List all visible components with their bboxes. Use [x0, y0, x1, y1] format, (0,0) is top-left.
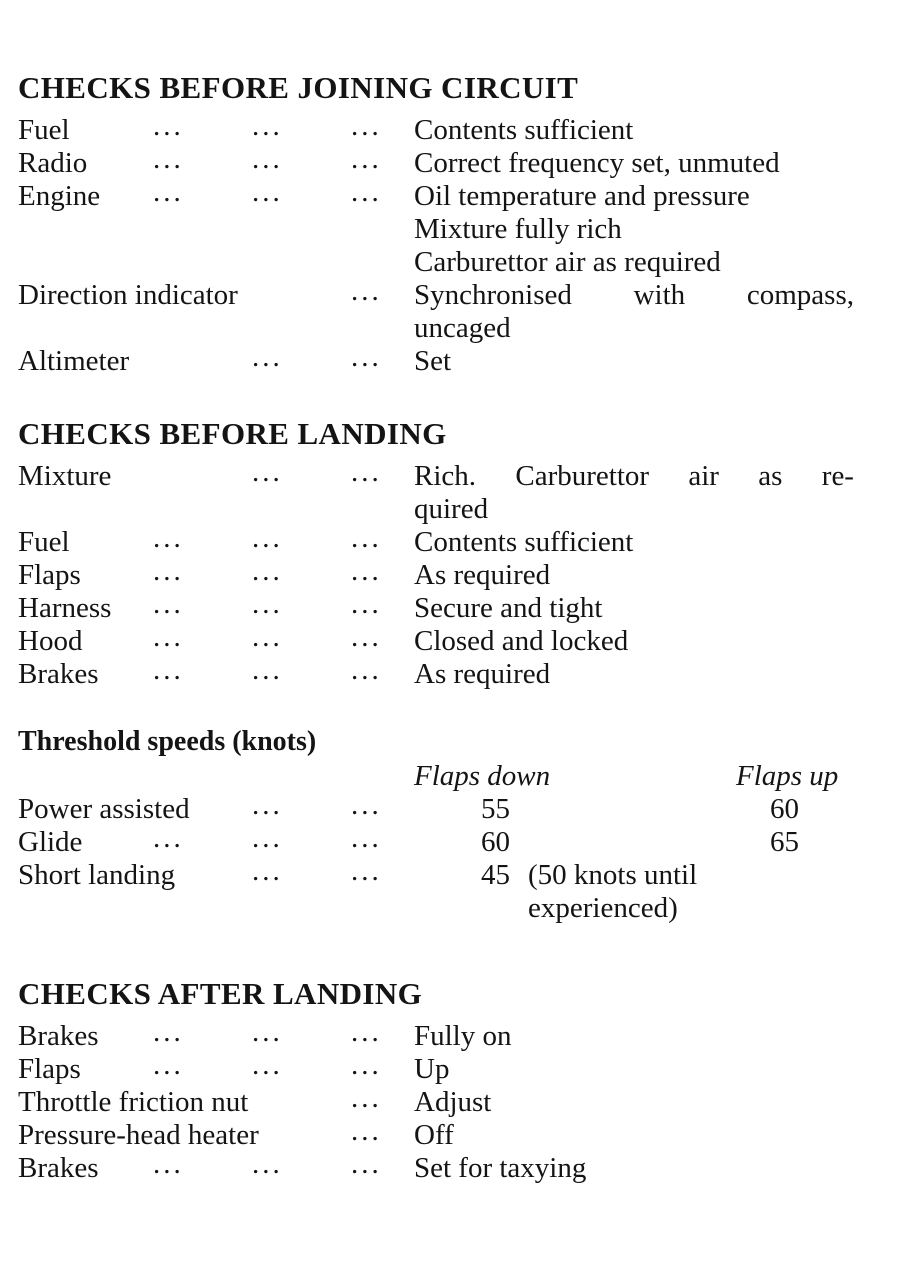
speed-flaps-down: 55	[481, 793, 510, 825]
check-row	[18, 1148, 878, 1185]
speed-row	[18, 855, 878, 925]
dot-leader: ...	[252, 822, 283, 854]
section-title-before-landing: CHECKS BEFORE LANDING	[18, 416, 447, 451]
dot-leader: ...	[153, 143, 184, 175]
dot-leader: ...	[252, 176, 283, 208]
dot-leader: ...	[252, 654, 283, 686]
check-row	[18, 1115, 878, 1152]
dot-leader: ...	[351, 1148, 382, 1180]
check-label: Direction indicator	[18, 279, 238, 311]
dot-leader: ...	[153, 176, 184, 208]
dot-leader: ...	[153, 1016, 184, 1048]
check-label: Flaps	[18, 1053, 81, 1085]
check-label: Flaps	[18, 559, 81, 591]
dot-leader: ...	[153, 588, 184, 620]
value-word: Synchronised	[414, 279, 572, 311]
check-value-line	[414, 279, 854, 312]
check-value-line	[414, 460, 854, 493]
check-row	[18, 110, 878, 147]
value-word: with	[633, 279, 686, 311]
check-label: Brakes	[18, 658, 99, 690]
check-value: Set for taxying	[414, 1152, 587, 1184]
check-value: As required	[414, 658, 551, 690]
column-header-flaps-up: Flaps up	[736, 760, 839, 792]
after-landing-list	[18, 1016, 878, 1185]
dot-leader: ...	[252, 110, 283, 142]
dot-leader: ...	[153, 822, 184, 854]
check-value: Up	[414, 1053, 450, 1085]
dot-leader: ...	[351, 1016, 382, 1048]
dot-leader: ...	[351, 588, 382, 620]
check-label: Engine	[18, 180, 101, 212]
section-title-joining-circuit: CHECKS BEFORE JOINING CIRCUIT	[18, 70, 579, 105]
dot-leader: ...	[351, 855, 382, 887]
check-value: Correct frequency set, unmuted	[414, 147, 780, 179]
check-label: Brakes	[18, 1020, 99, 1052]
check-row	[18, 275, 878, 345]
dot-leader: ...	[153, 110, 184, 142]
check-value-multiline	[414, 279, 854, 345]
value-word: Rich.	[414, 460, 477, 492]
value-word: re-	[821, 460, 854, 492]
speed-label: Short landing	[18, 859, 176, 891]
check-row	[18, 1016, 878, 1053]
check-label: Fuel	[18, 526, 70, 558]
threshold-speeds-table	[18, 760, 878, 925]
check-label: Brakes	[18, 1152, 99, 1184]
check-row	[18, 522, 878, 559]
check-label: Radio	[18, 147, 88, 179]
value-word: Carburettor	[515, 460, 650, 492]
check-row	[18, 621, 878, 658]
dot-leader: ...	[252, 555, 283, 587]
dot-leader: ...	[351, 341, 382, 373]
threshold-speeds-title: Threshold speeds (knots)	[18, 726, 317, 757]
check-row	[18, 341, 878, 378]
speed-note	[528, 859, 758, 925]
check-label: Pressure-head heater	[18, 1119, 259, 1151]
dot-leader: ...	[153, 1049, 184, 1081]
check-value: Secure and tight	[414, 592, 603, 624]
check-value-multiline	[414, 460, 854, 526]
dot-leader: ...	[351, 789, 382, 821]
check-row	[18, 176, 878, 279]
column-header-flaps-down: Flaps down	[414, 760, 551, 792]
dot-leader: ...	[252, 789, 283, 821]
value-word: air	[688, 460, 719, 492]
check-value-multiline	[414, 180, 750, 279]
check-label: Throttle friction nut	[18, 1086, 249, 1118]
dot-leader: ...	[252, 1016, 283, 1048]
dot-leader: ...	[252, 456, 283, 488]
check-row	[18, 143, 878, 180]
speed-note-line: (50 knots until	[528, 859, 698, 891]
value-word: compass,	[746, 279, 854, 311]
check-value-line: uncaged	[414, 312, 511, 344]
dot-leader: ...	[351, 176, 382, 208]
speed-flaps-down: 45	[481, 859, 510, 891]
check-value: Contents sufficient	[414, 526, 634, 558]
check-value: Off	[414, 1119, 454, 1151]
check-label: Altimeter	[18, 345, 130, 377]
check-row	[18, 1082, 878, 1119]
dot-leader: ...	[351, 1049, 382, 1081]
speed-flaps-down: 60	[481, 826, 510, 858]
dot-leader: ...	[351, 555, 382, 587]
dot-leader: ...	[153, 621, 184, 653]
dot-leader: ...	[153, 1148, 184, 1180]
dot-leader: ...	[351, 110, 382, 142]
check-row	[18, 456, 878, 526]
speed-flaps-up: 65	[770, 826, 799, 858]
check-value-line: Mixture fully rich	[414, 213, 622, 245]
check-value: Fully on	[414, 1020, 512, 1052]
check-label: Mixture	[18, 460, 112, 492]
speed-flaps-up: 60	[770, 793, 799, 825]
dot-leader: ...	[351, 456, 382, 488]
speed-row	[18, 822, 878, 859]
check-value-line: Oil temperature and pressure	[414, 180, 750, 212]
check-value: Contents sufficient	[414, 114, 634, 146]
dot-leader: ...	[153, 522, 184, 554]
dot-leader: ...	[351, 143, 382, 175]
speed-note-line: experienced)	[528, 892, 678, 924]
dot-leader: ...	[351, 621, 382, 653]
check-row	[18, 555, 878, 592]
check-row	[18, 654, 878, 691]
dot-leader: ...	[252, 588, 283, 620]
section-title-after-landing: CHECKS AFTER LANDING	[18, 976, 423, 1011]
before-landing-list	[18, 456, 878, 691]
dot-leader: ...	[351, 654, 382, 686]
check-label: Fuel	[18, 114, 70, 146]
check-value: Set	[414, 345, 452, 377]
dot-leader: ...	[252, 341, 283, 373]
check-label: Harness	[18, 592, 112, 624]
dot-leader: ...	[351, 822, 382, 854]
dot-leader: ...	[153, 555, 184, 587]
check-value: As required	[414, 559, 551, 591]
dot-leader: ...	[252, 522, 283, 554]
check-row	[18, 1049, 878, 1086]
threshold-header-row	[18, 760, 878, 793]
dot-leader: ...	[153, 654, 184, 686]
dot-leader: ...	[252, 1148, 283, 1180]
joining-circuit-list	[18, 110, 878, 378]
check-label: Hood	[18, 625, 83, 657]
speed-label: Power assisted	[18, 793, 190, 825]
dot-leader: ...	[351, 275, 382, 307]
dot-leader: ...	[351, 1082, 382, 1114]
dot-leader: ...	[252, 621, 283, 653]
dot-leader: ...	[351, 522, 382, 554]
check-value-line: Carburettor air as required	[414, 246, 721, 278]
dot-leader: ...	[252, 1049, 283, 1081]
speed-label: Glide	[18, 826, 83, 858]
speed-row	[18, 789, 878, 826]
check-row	[18, 588, 878, 625]
check-value-line: quired	[414, 493, 489, 525]
value-word: as	[758, 460, 783, 492]
dot-leader: ...	[252, 143, 283, 175]
check-value: Closed and locked	[414, 625, 629, 657]
check-value: Adjust	[414, 1086, 492, 1118]
dot-leader: ...	[252, 855, 283, 887]
dot-leader: ...	[351, 1115, 382, 1147]
